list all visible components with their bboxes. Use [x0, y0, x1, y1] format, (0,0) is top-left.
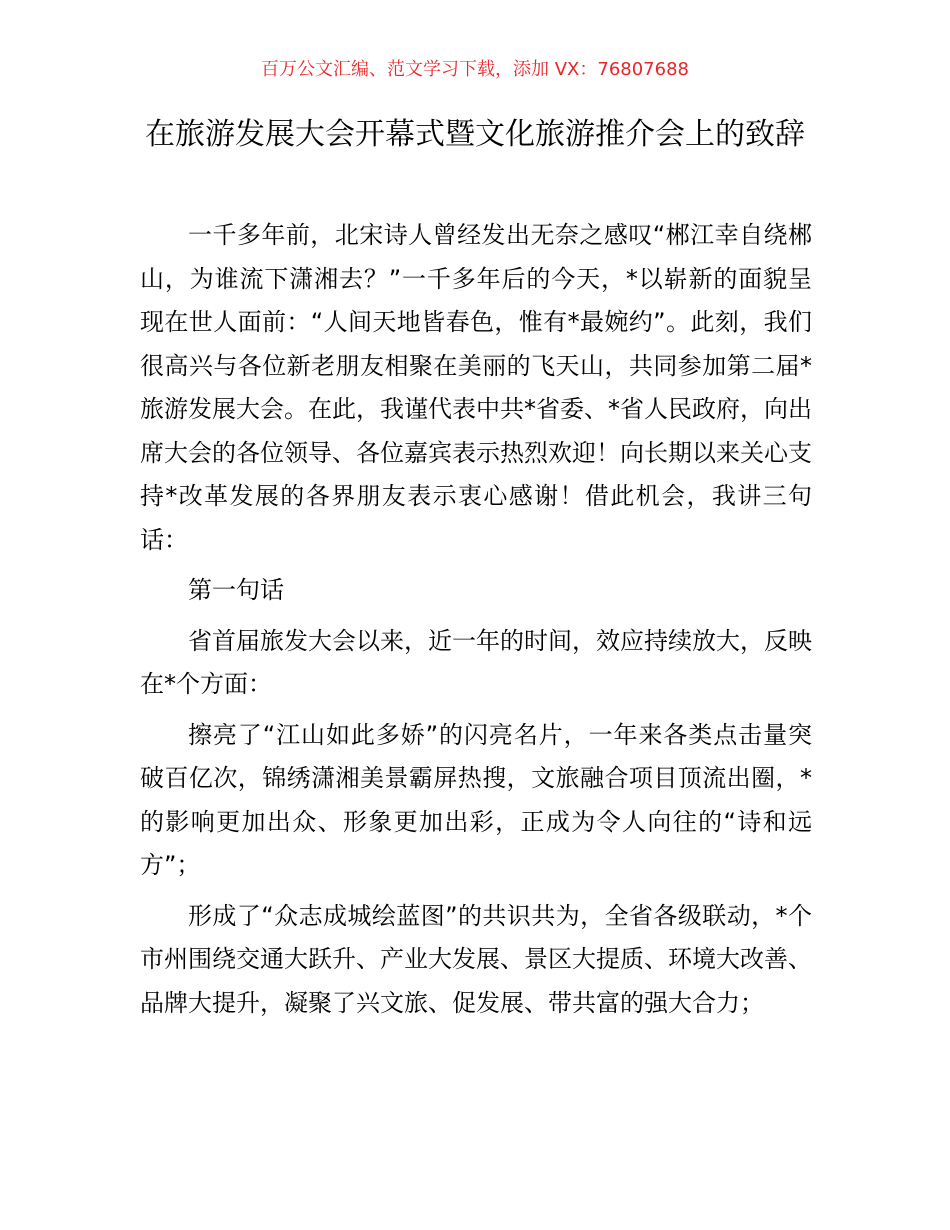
paragraph-effect-one: 擦亮了“江山如此多娇”的闪亮名片，一年来各类点击量突破百亿次，锦绣潇湘美景霸屏热搜，文旅融合项目顶流出圈，*的影响更加出众、形象更加出彩，正成为令人向往的“诗和远方”；	[140, 720, 812, 879]
paragraph-effects-intro: 省首届旅发大会以来，近一年的时间，效应持续放大，反映在*个方面：	[140, 626, 812, 698]
document-body	[140, 214, 812, 1032]
paragraph-section-heading: 第一句话	[188, 576, 284, 604]
paragraph-effect-two: 形成了“众志成城绘蓝图”的共识共为，全省各级联动，*个市州围绕交通大跃升、产业大发展、景区大提质、环境大改善、品牌大提升，凝聚了兴文旅、促发展、带共富的强大合力；	[140, 901, 812, 1017]
document-title: 在旅游发展大会开幕式暨文化旅游推介会上的致辞	[145, 117, 805, 152]
paragraph-intro: 一千多年前，北宋诗人曾经发出无奈之感叹“郴江幸自绕郴山，为谁流下潇湘去？”一千多年后的今天，*以崭新的面貌呈现在世人面前：“人间天地皆春色，惟有*最婉约”。此刻，我们很高兴与各位新老朋友相聚在美丽的飞天山，共同参加第二届*旅游发展大会。在此，我谨代表中共*省委、*省人民政府，向出席大会的各位领导、各位嘉宾表示热烈欢迎！向长期以来关心支持*改革发展的各界朋友表示衷心感谢！借此机会，我讲三句话：	[140, 221, 812, 554]
header-banner: 百万公文汇编、范文学习下载，添加 VX：76807688	[261, 59, 689, 80]
